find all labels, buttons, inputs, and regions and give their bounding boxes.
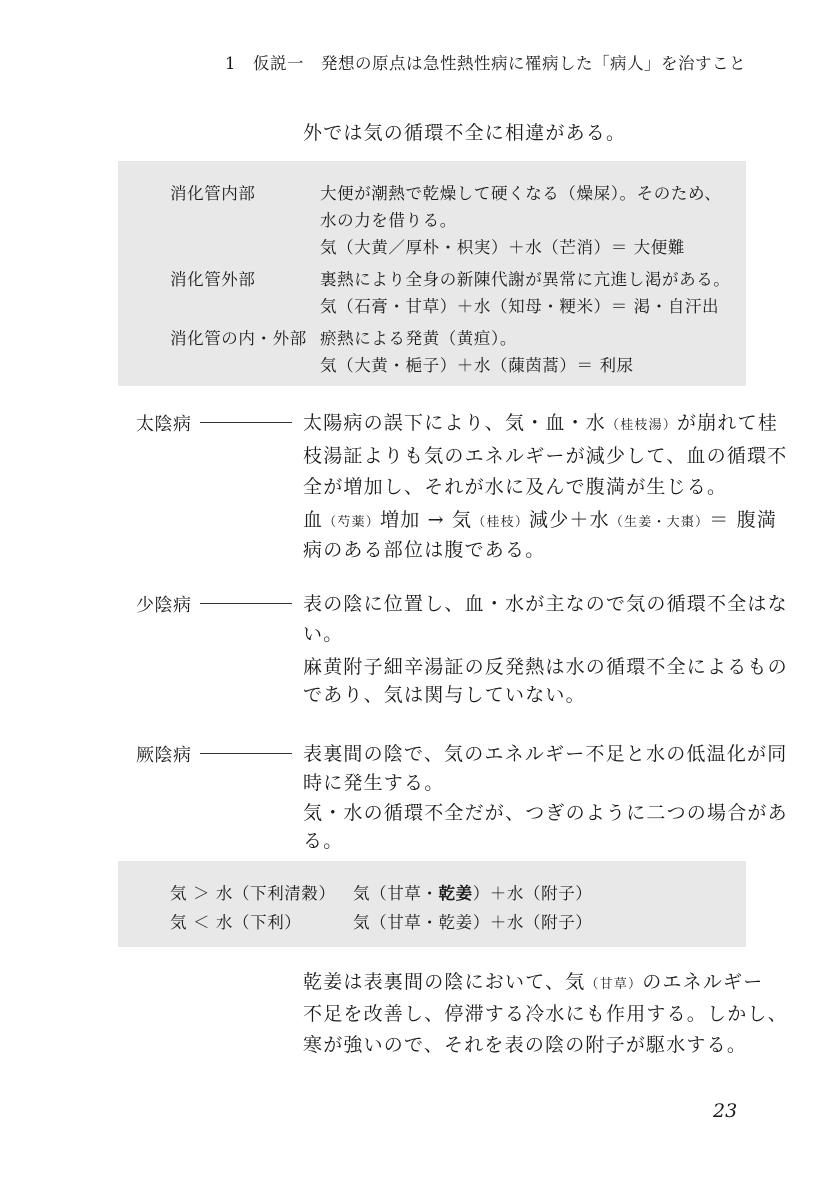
taiin-heading	[136, 410, 192, 436]
shouin-label: 少陰病	[136, 595, 192, 616]
ketsuin-line: 気・水の循環不全だが、つぎのように二つの場合があ	[303, 802, 788, 824]
box1-formula: 気（大黄・梔子）＋水（蔯茵蒿）＝ 利尿	[320, 356, 634, 375]
page-number: 23	[713, 1100, 738, 1122]
taiin-label: 太陰病	[136, 414, 192, 435]
ki-water-box	[118, 861, 746, 947]
box1-label-both: 消化管の内・外部	[170, 329, 307, 348]
leader-line	[200, 753, 292, 754]
box1-text: 水の力を借りる。	[320, 211, 457, 230]
box1-label-inner: 消化管内部	[170, 184, 256, 203]
box2-label: 気 ＞ 水（下利清穀）	[170, 884, 336, 903]
box1-formula: 気（大黄／厚朴・枳実）＋水（芒消）＝ 大便難	[320, 238, 685, 257]
taiin-line: 太陽病の誤下により、気・血・水（桂枝湯）が崩れて桂	[303, 412, 779, 434]
shouin-heading	[136, 591, 192, 617]
running-header: 1 仮説一 発想の原点は急性熱性病に罹病した「病人」を治すこと	[225, 54, 746, 73]
closing-line: 乾姜は表裏間の陰において、気（甘草）のエネルギー	[303, 971, 764, 993]
taiin-line: 病のある部位は腹である。	[303, 539, 546, 561]
box1-text: 瘀熱による発黄（黄疸）。	[320, 329, 517, 348]
box2-formula: 気（甘草・乾姜）＋水（附子）	[353, 884, 593, 903]
ketsuin-line: 時に発生する。	[303, 772, 445, 794]
box1-text: 裏熱により全身の新陳代謝が異常に亢進し渇がある。	[320, 270, 731, 289]
box2-label: 気 ＜ 水（下利）	[170, 913, 302, 932]
closing-line: 寒が強いので、それを表の陰の附子が駆水する。	[303, 1034, 748, 1056]
shouin-line: 表の陰に位置し、血・水が主なので気の循環不全はな	[303, 593, 788, 615]
intro-line: 外では気の循環不全に相違がある。	[303, 122, 627, 144]
ketsuin-heading	[136, 741, 192, 767]
leader-line	[200, 422, 292, 423]
box2-formula: 気（甘草・乾姜）＋水（附子）	[353, 913, 593, 932]
ketsuin-line: 表裏間の陰で、気のエネルギー不足と水の低温化が同	[303, 743, 788, 765]
leader-line	[200, 603, 292, 604]
taiin-formula: 血（芍薬）増加 → 気（桂枝）減少＋水（生姜・大棗）＝ 腹満	[303, 509, 778, 531]
taiin-line: 枝湯証よりも気のエネルギーが減少して、血の循環不	[303, 445, 788, 467]
closing-line: 不足を改善し、停滞する冷水にも作用する。しかし、	[303, 1003, 788, 1025]
shouin-line: 麻黄附子細辛湯証の反発熱は水の循環不全によるもの	[303, 656, 788, 678]
shouin-line: い。	[303, 623, 344, 645]
ketsuin-line: る。	[303, 830, 344, 852]
box1-text: 大便が潮熱で乾燥して硬くなる（燥屎）。そのため、	[320, 184, 722, 203]
shouin-line: であり、気は関与していない。	[303, 684, 586, 706]
ketsuin-label: 厥陰病	[136, 745, 192, 766]
box1-formula: 気（石膏・甘草）＋水（知母・粳米）＝ 渇・自汗出	[320, 297, 720, 316]
box1-label-outer: 消化管外部	[170, 270, 256, 289]
taiin-line: 全が増加し、それが水に及んで腹満が生じる。	[303, 476, 728, 498]
